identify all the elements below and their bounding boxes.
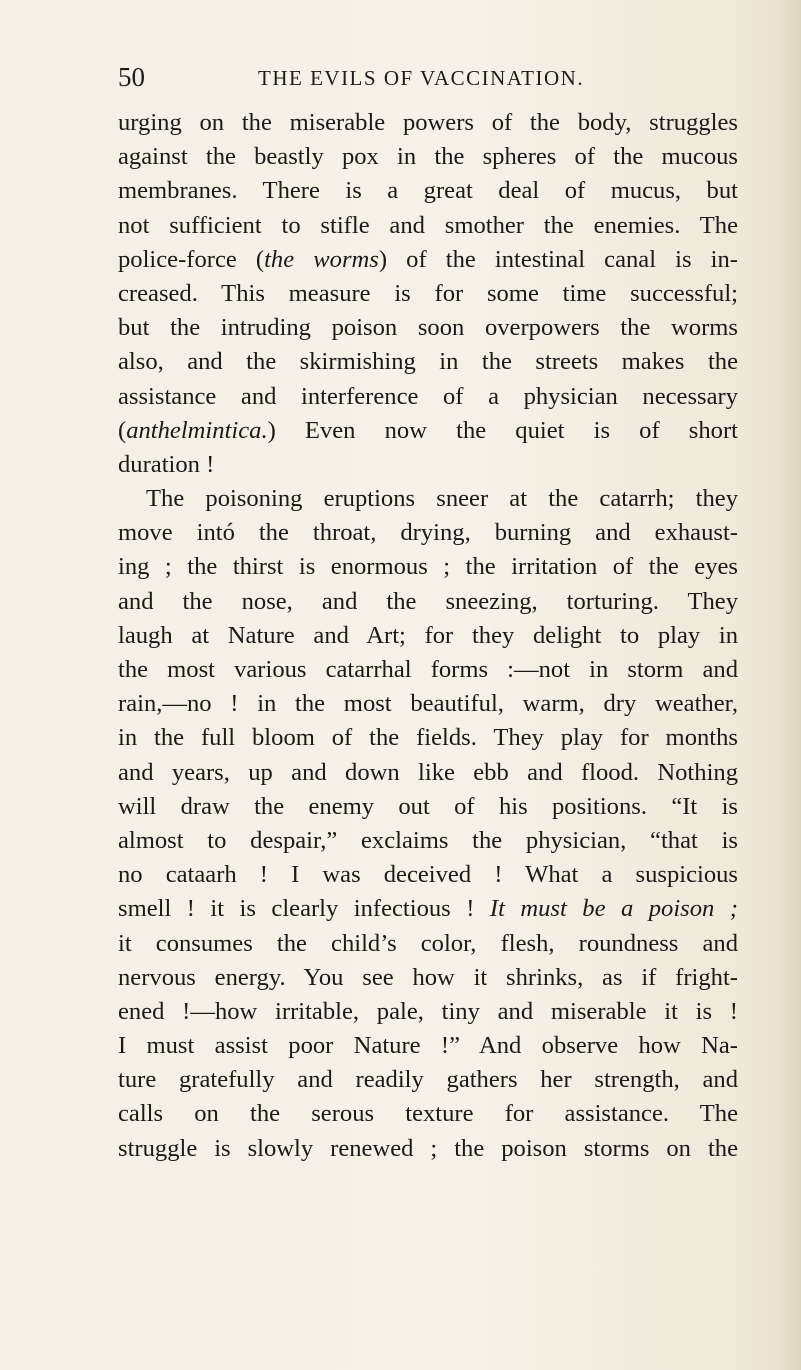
text-line: move intó the throat, drying, burning and exhaust- — [118, 519, 738, 547]
text-line: almost to despair,” exclaims the physician, “that is — [118, 826, 738, 854]
text-line: smell ! it is clearly infectious ! It must be a poison ; — [118, 895, 738, 923]
text-line: police-force (the worms) of the intestinal canal is in- — [118, 245, 738, 273]
text-line: not sufficient to stifle and smother the enemies. The — [118, 211, 738, 239]
text-line: but the intruding poison soon overpowers the worms — [118, 314, 738, 342]
text-line: no cataarh ! I was deceived ! What a suspicious — [118, 861, 738, 889]
text-line: (anthelmintica.) Even now the quiet is of short — [118, 416, 738, 444]
text-line: assistance and interference of a physician necessary — [118, 382, 738, 410]
page-header — [118, 60, 738, 94]
text-line: against the beastly pox in the spheres of the mucous — [118, 143, 738, 171]
page-number: 50 — [118, 62, 145, 92]
text-line: struggle is slowly renewed ; the poison storms on the — [118, 1134, 738, 1162]
text-line: ened !—how irritable, pale, tiny and miserable it is ! — [118, 997, 738, 1025]
text-line: rain,—no ! in the most beautiful, warm, dry weather, — [118, 690, 738, 718]
text-line: in the full bloom of the fields. They play for months — [118, 724, 738, 752]
text-line: the most various catarrhal forms :—not in storm and — [118, 656, 738, 683]
text-line: I must assist poor Nature !” And observe how Na- — [118, 1032, 738, 1060]
text-line: ture gratefully and readily gathers her strength, and — [118, 1066, 738, 1094]
text-line: and years, up and down like ebb and flood. Nothing — [118, 758, 738, 786]
text-line: laugh at Nature and Art; for they delight to play in — [118, 621, 738, 649]
page-edge-shading — [779, 0, 801, 1370]
text-line: nervous energy. You see how it shrinks, as if fright- — [118, 963, 738, 991]
text-line: will draw the enemy out of his positions. “It is — [118, 792, 738, 820]
text-line: membranes. There is a great deal of mucus, but — [118, 177, 738, 205]
text-line: also, and the skirmishing in the streets makes the — [118, 348, 738, 376]
paragraph-end-line: duration ! — [118, 450, 215, 478]
text-line: creased. This measure is for some time successful; — [118, 279, 738, 307]
running-head: THE EVILS OF VACCINATION. — [258, 66, 585, 90]
text-line: it consumes the child’s color, flesh, roundness and — [118, 929, 738, 957]
text-line: urging on the miserable powers of the body, struggles — [118, 109, 738, 136]
text-line: and the nose, and the sneezing, torturing. They — [118, 587, 738, 615]
text-line: ing ; the thirst is enormous ; the irritation of the eyes — [118, 553, 738, 581]
text-line: calls on the serous texture for assistance. The — [118, 1100, 738, 1128]
paragraph-start-line: The poisoning eruptions sneer at the catarrh; they — [146, 485, 738, 513]
body-text — [118, 106, 738, 1166]
